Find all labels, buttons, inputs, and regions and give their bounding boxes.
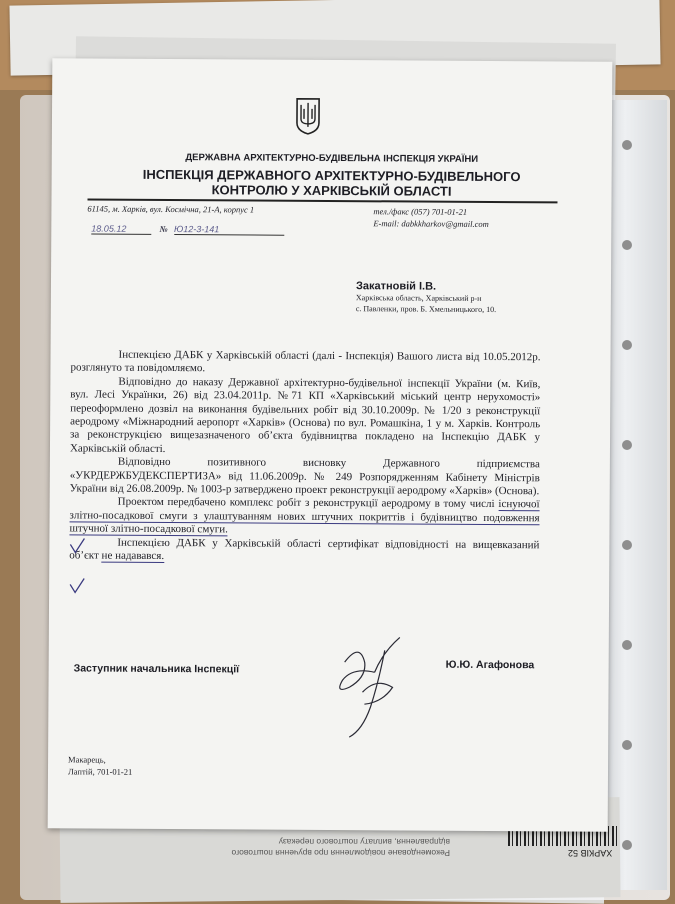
signatory-name: Ю.Ю. Агафонова: [445, 658, 535, 672]
envelope-text: [190, 836, 450, 858]
signatory-title: Заступник начальника Інспекції: [73, 662, 240, 676]
pen-checkmark-icon: [67, 576, 87, 596]
pen-checkmark-icon: [67, 536, 87, 556]
org-email: E-mail: dabkkharkov@gmail.com: [373, 218, 489, 229]
registration-number-label: №: [159, 223, 168, 235]
punch-hole: [622, 840, 632, 850]
letter-body: [69, 348, 540, 565]
trident-emblem-icon: [295, 97, 321, 135]
punch-hole: [622, 740, 632, 750]
org-name-line: ІНСПЕКЦІЯ ДЕРЖАВНОГО АРХІТЕКТУРНО-БУДІВЕЛЬНОГО: [142, 166, 521, 185]
punch-hole: [622, 640, 632, 650]
body-paragraph: [69, 496, 539, 539]
recipient-block: [356, 280, 496, 315]
punch-hole: [622, 340, 632, 350]
org-name: [52, 166, 612, 199]
recipient-address-line: с. Павленки, пров. Б. Хмельницького, 10.: [355, 304, 497, 315]
recipient-name: Закатновій І.В.: [355, 280, 437, 293]
envelope-code: ХАРКІВ 52: [568, 848, 613, 858]
punch-hole: [622, 440, 632, 450]
body-paragraph: Інспекцією ДАБК у Харківській області (далі - Інспекція) Вашого листа від 10.05.2012р. розглянуто та повідомляємо.: [70, 348, 541, 375]
body-paragraph: Відповідно до наказу Державної архітектурно-будівельної інспекції України (м. Київ, вул. Лесі Українки, 26) від 23.04.2011р. №71 КП «Харківський міський центр нерухомості» переоформлено дозвіл на виконання будівельних робіт від 30.10.2009р. № 1/20 з реконструкції аеродрому «Міжнародний аеропорт «Харків» (Основа) по вул. Ромашкіна, 1 у м. Харків. Контроль за реконструкцією вищезазначеного об’єкта будівництва покладено на Інспекцію ДАБК у Харківській області.: [69, 375, 541, 455]
punch-hole: [622, 240, 632, 250]
handwritten-signature: [304, 632, 425, 743]
official-letter: [48, 58, 613, 831]
envelope-text-line: Рекомендоване повідомлення про вручення поштового: [231, 848, 450, 858]
registration-date: 18.05.12: [91, 224, 151, 235]
registration-line: [91, 224, 284, 236]
executor-name: Макарець,: [68, 754, 106, 765]
envelope-text-line: відправлення, виплату поштового переказу: [278, 837, 450, 847]
org-parent-name: ДЕРЖАВНА АРХІТЕКТУРНО-БУДІВЕЛЬНА ІНСПЕКЦІЯ УКРАЇНИ: [185, 152, 479, 165]
header-divider: [87, 199, 557, 204]
org-name-line: КОНТРОЛЮ У ХАРКІВСЬКІЙ ОБЛАСТІ: [211, 182, 452, 199]
org-phone: тел./факс (057) 701-01-21: [373, 206, 468, 217]
body-text: Інспекцією ДАБК у Харківській області сертифікат відповідності на вищевказаний об’єкт: [69, 536, 540, 562]
registration-number: Ю12-3-141: [174, 224, 284, 236]
body-paragraph: Відповідно позитивного висновку Державного підприємства «УКРДЕРЖБУДЕКСПЕРТИЗА» від 11.06.2009р. № 249 Розпорядженням Кабінету Міністрів України від 26.08.2009р. № 1003-р затверджено проект реконструкції аеродрому «Харків» (Основа).: [69, 455, 540, 498]
punch-hole: [622, 140, 632, 150]
executor-block: [68, 753, 132, 777]
body-text: Проектом передбачено комплекс робіт з реконструкції аеродрому в тому числі: [117, 496, 495, 511]
executor-phone: Лаптій, 701-01-21: [67, 766, 133, 777]
org-address: 61145, м. Харків, вул. Космічна, 21-А, корпус 1: [87, 203, 255, 215]
org-contacts: [373, 205, 489, 230]
underlined-text: не надавався.: [101, 549, 165, 563]
recipient-address-line: Харківська область, Харківський р-н: [355, 293, 482, 303]
body-paragraph: [69, 536, 539, 566]
punch-hole: [622, 540, 632, 550]
underlined-text: існуючої злітно-посадкової смуги з улаштуванням нових штучних покриттів і будівництво подовження штучної злітно-посадкової смуги.: [69, 498, 540, 536]
